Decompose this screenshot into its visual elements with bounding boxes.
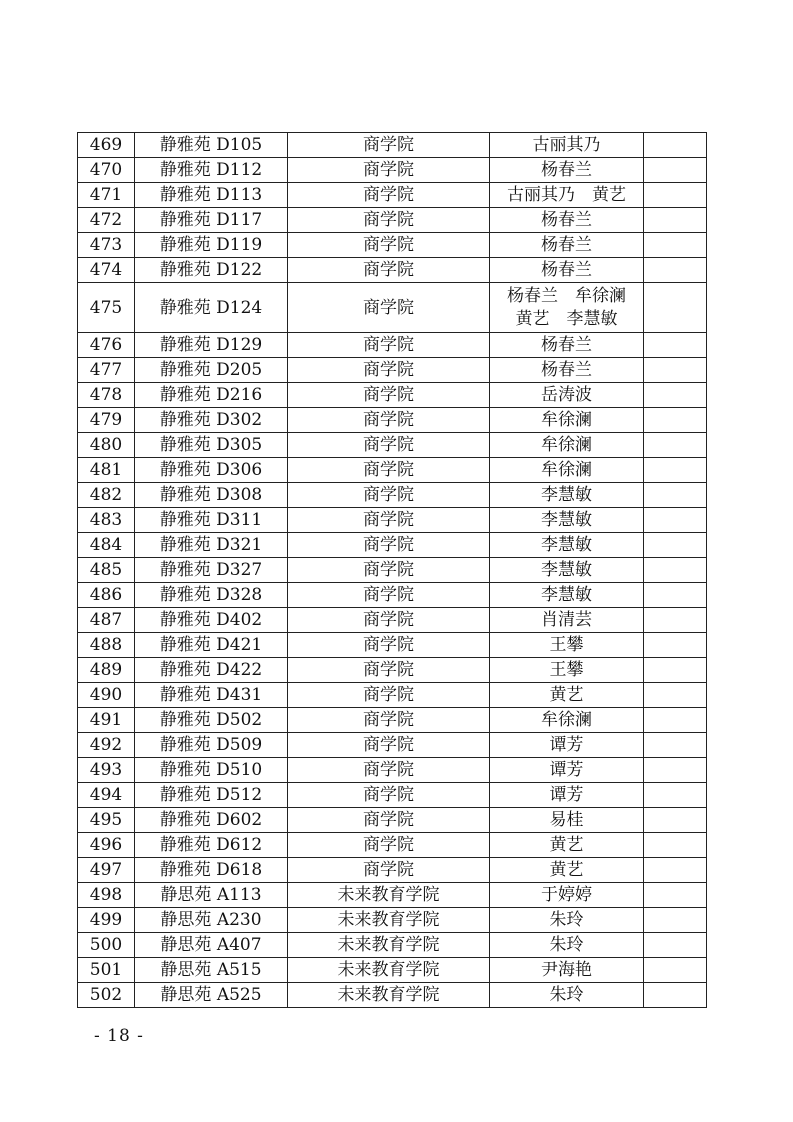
note-cell	[644, 808, 707, 833]
note-cell	[644, 858, 707, 883]
note-cell	[644, 683, 707, 708]
room-cell: 静雅苑 D311	[135, 508, 288, 533]
person-name: 李慧敏	[541, 534, 592, 555]
names-cell	[490, 883, 644, 908]
college-cell: 商学院	[288, 683, 490, 708]
college-cell: 商学院	[288, 483, 490, 508]
person-name: 黄艺 李慧敏	[515, 308, 618, 329]
room-cell: 静思苑 A113	[135, 883, 288, 908]
names-cell	[490, 958, 644, 983]
room-cell: 静雅苑 D431	[135, 683, 288, 708]
note-cell	[644, 158, 707, 183]
table-row	[78, 408, 707, 433]
person-name: 黄艺	[549, 834, 584, 855]
person-name: 于婷婷	[541, 884, 592, 905]
person-name: 古丽其乃	[532, 134, 601, 155]
college-cell: 商学院	[288, 183, 490, 208]
person-name: 杨春兰	[541, 159, 592, 180]
room-cell: 静雅苑 D327	[135, 558, 288, 583]
table-row	[78, 733, 707, 758]
names-cell	[490, 133, 644, 158]
row-number-cell: 472	[78, 208, 135, 233]
room-cell: 静雅苑 D321	[135, 533, 288, 558]
note-cell	[644, 958, 707, 983]
table-row	[78, 958, 707, 983]
table-row	[78, 508, 707, 533]
table-row	[78, 383, 707, 408]
room-cell: 静雅苑 D119	[135, 233, 288, 258]
names-cell	[490, 608, 644, 633]
note-cell	[644, 583, 707, 608]
room-cell: 静雅苑 D421	[135, 633, 288, 658]
college-cell: 商学院	[288, 583, 490, 608]
person-name: 王攀	[549, 634, 584, 655]
names-cell	[490, 458, 644, 483]
person-name: 牟徐澜	[541, 709, 592, 730]
note-cell	[644, 633, 707, 658]
college-cell: 商学院	[288, 783, 490, 808]
person-name: 谭芳	[549, 784, 584, 805]
names-cell	[490, 233, 644, 258]
room-cell: 静雅苑 D510	[135, 758, 288, 783]
note-cell	[644, 483, 707, 508]
note-cell	[644, 383, 707, 408]
person-name: 肖清芸	[541, 609, 592, 630]
row-number-cell: 470	[78, 158, 135, 183]
college-cell: 商学院	[288, 558, 490, 583]
person-name: 谭芳	[549, 759, 584, 780]
table-row	[78, 533, 707, 558]
room-cell: 静雅苑 D509	[135, 733, 288, 758]
table-row	[78, 133, 707, 158]
row-number-cell: 496	[78, 833, 135, 858]
dormitory-table	[77, 132, 707, 1008]
college-cell: 商学院	[288, 733, 490, 758]
room-cell: 静雅苑 D112	[135, 158, 288, 183]
college-cell: 商学院	[288, 333, 490, 358]
room-cell: 静雅苑 D328	[135, 583, 288, 608]
room-cell: 静雅苑 D117	[135, 208, 288, 233]
note-cell	[644, 733, 707, 758]
college-cell: 商学院	[288, 208, 490, 233]
names-cell	[490, 658, 644, 683]
row-number-cell: 502	[78, 983, 135, 1008]
row-number-cell: 490	[78, 683, 135, 708]
note-cell	[644, 608, 707, 633]
room-cell: 静雅苑 D216	[135, 383, 288, 408]
person-name: 朱玲	[549, 934, 584, 955]
college-cell: 商学院	[288, 133, 490, 158]
table-row	[78, 633, 707, 658]
note-cell	[644, 833, 707, 858]
row-number-cell: 482	[78, 483, 135, 508]
room-cell: 静雅苑 D612	[135, 833, 288, 858]
table-row	[78, 208, 707, 233]
row-number-cell: 481	[78, 458, 135, 483]
names-cell	[490, 758, 644, 783]
person-name: 杨春兰	[541, 259, 592, 280]
college-cell: 商学院	[288, 833, 490, 858]
person-name: 易桂	[549, 809, 584, 830]
college-cell: 商学院	[288, 233, 490, 258]
row-number-cell: 495	[78, 808, 135, 833]
person-name: 杨春兰	[541, 209, 592, 230]
names-cell	[490, 433, 644, 458]
row-number-cell: 480	[78, 433, 135, 458]
person-name: 黄艺	[549, 684, 584, 705]
names-cell	[490, 283, 644, 333]
note-cell	[644, 408, 707, 433]
names-cell	[490, 158, 644, 183]
table-row	[78, 158, 707, 183]
room-cell: 静雅苑 D512	[135, 783, 288, 808]
table-row	[78, 808, 707, 833]
person-name: 尹海艳	[541, 959, 592, 980]
note-cell	[644, 883, 707, 908]
college-cell: 商学院	[288, 508, 490, 533]
college-cell: 未来教育学院	[288, 908, 490, 933]
note-cell	[644, 908, 707, 933]
room-cell: 静雅苑 D122	[135, 258, 288, 283]
person-name: 杨春兰	[541, 234, 592, 255]
row-number-cell: 475	[78, 283, 135, 333]
note-cell	[644, 708, 707, 733]
names-cell	[490, 683, 644, 708]
note-cell	[644, 508, 707, 533]
names-cell	[490, 733, 644, 758]
note-cell	[644, 458, 707, 483]
note-cell	[644, 658, 707, 683]
row-number-cell: 477	[78, 358, 135, 383]
names-cell	[490, 633, 644, 658]
note-cell	[644, 183, 707, 208]
names-cell	[490, 708, 644, 733]
names-cell	[490, 933, 644, 958]
college-cell: 商学院	[288, 433, 490, 458]
row-number-cell: 479	[78, 408, 135, 433]
room-cell: 静雅苑 D422	[135, 658, 288, 683]
note-cell	[644, 333, 707, 358]
row-number-cell: 493	[78, 758, 135, 783]
row-number-cell: 488	[78, 633, 135, 658]
person-name: 杨春兰	[541, 334, 592, 355]
room-cell: 静思苑 A525	[135, 983, 288, 1008]
note-cell	[644, 258, 707, 283]
table-row	[78, 283, 707, 333]
college-cell: 商学院	[288, 633, 490, 658]
person-name: 古丽其乃 黄艺	[507, 184, 626, 205]
row-number-cell: 491	[78, 708, 135, 733]
names-cell	[490, 258, 644, 283]
person-name: 黄艺	[549, 859, 584, 880]
table-row	[78, 933, 707, 958]
person-name: 岳涛波	[541, 384, 592, 405]
table-row	[78, 608, 707, 633]
names-cell	[490, 983, 644, 1008]
room-cell: 静雅苑 D502	[135, 708, 288, 733]
row-number-cell: 494	[78, 783, 135, 808]
room-cell: 静雅苑 D602	[135, 808, 288, 833]
person-name: 牟徐澜	[541, 459, 592, 480]
table-row	[78, 333, 707, 358]
table-row	[78, 583, 707, 608]
page-number: - 18 -	[94, 1026, 144, 1046]
college-cell: 商学院	[288, 158, 490, 183]
room-cell: 静雅苑 D308	[135, 483, 288, 508]
table-row	[78, 558, 707, 583]
college-cell: 未来教育学院	[288, 883, 490, 908]
table-row	[78, 783, 707, 808]
row-number-cell: 471	[78, 183, 135, 208]
college-cell: 商学院	[288, 658, 490, 683]
person-name: 王攀	[549, 659, 584, 680]
room-cell: 静思苑 A230	[135, 908, 288, 933]
names-cell	[490, 183, 644, 208]
college-cell: 商学院	[288, 258, 490, 283]
table-row	[78, 458, 707, 483]
college-cell: 未来教育学院	[288, 958, 490, 983]
note-cell	[644, 433, 707, 458]
row-number-cell: 489	[78, 658, 135, 683]
room-cell: 静雅苑 D306	[135, 458, 288, 483]
table-row	[78, 233, 707, 258]
row-number-cell: 492	[78, 733, 135, 758]
names-cell	[490, 358, 644, 383]
row-number-cell: 485	[78, 558, 135, 583]
table-row	[78, 183, 707, 208]
college-cell: 商学院	[288, 383, 490, 408]
table-row	[78, 833, 707, 858]
note-cell	[644, 758, 707, 783]
college-cell: 商学院	[288, 758, 490, 783]
names-cell	[490, 583, 644, 608]
room-cell: 静雅苑 D129	[135, 333, 288, 358]
college-cell: 商学院	[288, 608, 490, 633]
note-cell	[644, 133, 707, 158]
college-cell: 未来教育学院	[288, 983, 490, 1008]
college-cell: 商学院	[288, 358, 490, 383]
table-row	[78, 358, 707, 383]
college-cell: 商学院	[288, 808, 490, 833]
row-number-cell: 499	[78, 908, 135, 933]
table-row	[78, 433, 707, 458]
note-cell	[644, 983, 707, 1008]
room-cell: 静思苑 A407	[135, 933, 288, 958]
person-name: 牟徐澜	[541, 409, 592, 430]
person-name: 谭芳	[549, 734, 584, 755]
names-cell	[490, 808, 644, 833]
room-cell: 静雅苑 D105	[135, 133, 288, 158]
row-number-cell: 484	[78, 533, 135, 558]
room-cell: 静雅苑 D305	[135, 433, 288, 458]
names-cell	[490, 483, 644, 508]
row-number-cell: 483	[78, 508, 135, 533]
room-cell: 静雅苑 D205	[135, 358, 288, 383]
row-number-cell: 497	[78, 858, 135, 883]
college-cell: 商学院	[288, 858, 490, 883]
college-cell: 未来教育学院	[288, 933, 490, 958]
college-cell: 商学院	[288, 533, 490, 558]
college-cell: 商学院	[288, 283, 490, 333]
table-row	[78, 258, 707, 283]
room-cell: 静雅苑 D402	[135, 608, 288, 633]
row-number-cell: 498	[78, 883, 135, 908]
names-cell	[490, 408, 644, 433]
names-cell	[490, 533, 644, 558]
names-cell	[490, 558, 644, 583]
row-number-cell: 469	[78, 133, 135, 158]
names-cell	[490, 383, 644, 408]
note-cell	[644, 233, 707, 258]
names-cell	[490, 858, 644, 883]
names-cell	[490, 508, 644, 533]
row-number-cell: 473	[78, 233, 135, 258]
row-number-cell: 478	[78, 383, 135, 408]
row-number-cell: 486	[78, 583, 135, 608]
room-cell: 静雅苑 D618	[135, 858, 288, 883]
table-row	[78, 858, 707, 883]
note-cell	[644, 208, 707, 233]
room-cell: 静雅苑 D302	[135, 408, 288, 433]
person-name: 李慧敏	[541, 484, 592, 505]
note-cell	[644, 558, 707, 583]
college-cell: 商学院	[288, 408, 490, 433]
table-row	[78, 983, 707, 1008]
row-number-cell: 487	[78, 608, 135, 633]
names-cell	[490, 833, 644, 858]
row-number-cell: 501	[78, 958, 135, 983]
note-cell	[644, 533, 707, 558]
table-row	[78, 883, 707, 908]
college-cell: 商学院	[288, 458, 490, 483]
table-row	[78, 658, 707, 683]
names-cell	[490, 208, 644, 233]
person-name: 李慧敏	[541, 509, 592, 530]
note-cell	[644, 933, 707, 958]
table-row	[78, 708, 707, 733]
table-row	[78, 483, 707, 508]
person-name: 杨春兰	[541, 359, 592, 380]
note-cell	[644, 783, 707, 808]
person-name: 杨春兰 牟徐澜	[507, 285, 626, 306]
row-number-cell: 500	[78, 933, 135, 958]
names-cell	[490, 333, 644, 358]
row-number-cell: 474	[78, 258, 135, 283]
person-name: 朱玲	[549, 984, 584, 1005]
row-number-cell: 476	[78, 333, 135, 358]
college-cell: 商学院	[288, 708, 490, 733]
room-cell: 静雅苑 D113	[135, 183, 288, 208]
person-name: 牟徐澜	[541, 434, 592, 455]
note-cell	[644, 358, 707, 383]
person-name: 朱玲	[549, 909, 584, 930]
names-cell	[490, 908, 644, 933]
note-cell	[644, 283, 707, 333]
names-cell	[490, 783, 644, 808]
table-row	[78, 908, 707, 933]
room-cell: 静思苑 A515	[135, 958, 288, 983]
table-row	[78, 758, 707, 783]
person-name: 李慧敏	[541, 584, 592, 605]
table-row	[78, 683, 707, 708]
room-cell: 静雅苑 D124	[135, 283, 288, 333]
person-name: 李慧敏	[541, 559, 592, 580]
table-body	[78, 133, 707, 1008]
